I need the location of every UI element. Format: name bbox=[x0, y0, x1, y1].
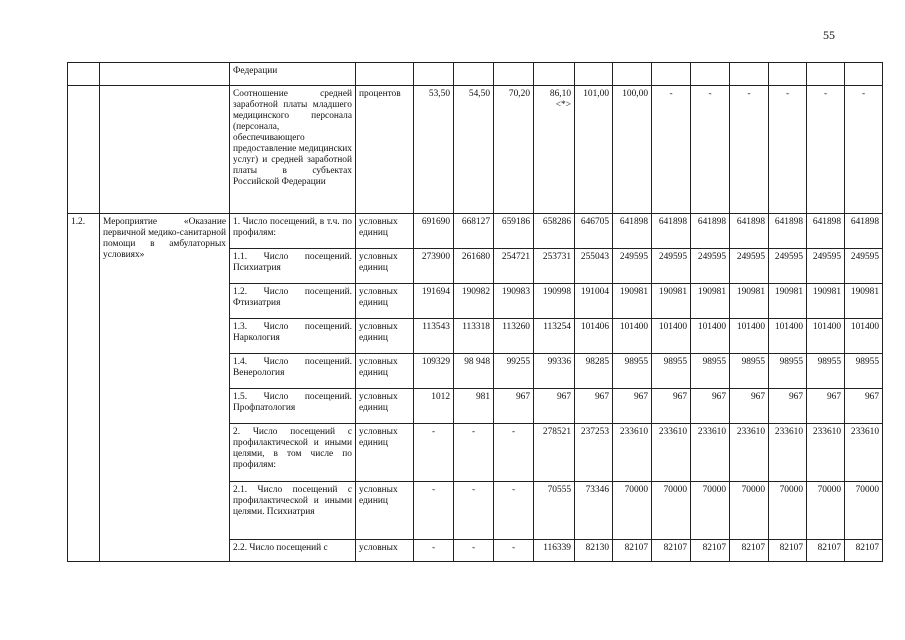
indicator-cell: 2. Число посещений с профилактической и иными целями, в том числе по профилям: bbox=[230, 424, 356, 482]
value-cell: 190981 bbox=[807, 284, 845, 319]
indicator-cell: 1.4. Число посещений. Венерология bbox=[230, 354, 356, 389]
indicator-cell: Соотношение средней заработной платы младшего медицинского персонала (персонала, обеспечивающего предоставление медицинских услуг) и средней заработной платы в субъектах Российской Федерации bbox=[230, 86, 356, 214]
value-cell: 233610 bbox=[845, 424, 883, 482]
value-cell: 53,50 bbox=[414, 86, 454, 214]
indicator-cell: 2.2. Число посещений с bbox=[230, 540, 356, 562]
value-cell: 98 948 bbox=[454, 354, 494, 389]
value-cell: 233610 bbox=[691, 424, 730, 482]
value-cell: 273900 bbox=[414, 249, 454, 284]
value-cell: - bbox=[414, 424, 454, 482]
value-cell: 233610 bbox=[613, 424, 652, 482]
value-cell bbox=[575, 63, 613, 86]
value-cell: 967 bbox=[534, 389, 575, 424]
value-cell: 113254 bbox=[534, 319, 575, 354]
value-cell: 190983 bbox=[494, 284, 534, 319]
indicator-cell: Федерации bbox=[230, 63, 356, 86]
value-cell: 233610 bbox=[769, 424, 807, 482]
event-name: Мероприятие «Оказание первичной медико-санитарной помощи в амбулаторных условиях» bbox=[100, 214, 230, 562]
value-cell: 82107 bbox=[691, 540, 730, 562]
value-cell: 255043 bbox=[575, 249, 613, 284]
value-cell bbox=[691, 63, 730, 86]
value-cell: 109329 bbox=[414, 354, 454, 389]
table-row bbox=[68, 86, 883, 214]
value-cell: 98285 bbox=[575, 354, 613, 389]
value-cell: 190981 bbox=[730, 284, 769, 319]
value-cell: 691690 bbox=[414, 214, 454, 249]
value-cell: 101400 bbox=[807, 319, 845, 354]
value-cell: 658286 bbox=[534, 214, 575, 249]
value-cell: - bbox=[414, 540, 454, 562]
value-cell: 641898 bbox=[807, 214, 845, 249]
value-cell: 190998 bbox=[534, 284, 575, 319]
value-cell: - bbox=[454, 482, 494, 540]
value-cell: 967 bbox=[730, 389, 769, 424]
value-cell: 190981 bbox=[769, 284, 807, 319]
indicator-cell: 1.5. Число посещений. Профпатология bbox=[230, 389, 356, 424]
value-cell: 82130 bbox=[575, 540, 613, 562]
indicator-cell: 1.1. Число посещений. Психиатрия bbox=[230, 249, 356, 284]
value-cell: 190981 bbox=[613, 284, 652, 319]
value-cell: 967 bbox=[769, 389, 807, 424]
event-cell bbox=[100, 86, 230, 214]
value-cell bbox=[730, 63, 769, 86]
value-cell: 70000 bbox=[691, 482, 730, 540]
page-number: 55 bbox=[823, 28, 835, 42]
value-cell: 70000 bbox=[652, 482, 691, 540]
value-cell bbox=[769, 63, 807, 86]
value-cell: 249595 bbox=[845, 249, 883, 284]
value-cell: 70000 bbox=[845, 482, 883, 540]
value-cell: 98955 bbox=[807, 354, 845, 389]
value-cell: 249595 bbox=[769, 249, 807, 284]
unit-cell bbox=[356, 63, 414, 86]
value-cell: 190981 bbox=[652, 284, 691, 319]
value-cell: 70000 bbox=[769, 482, 807, 540]
value-cell: 967 bbox=[807, 389, 845, 424]
value-cell: 101400 bbox=[730, 319, 769, 354]
value-cell: 967 bbox=[613, 389, 652, 424]
number-cell bbox=[68, 63, 100, 86]
value-cell: 82107 bbox=[769, 540, 807, 562]
table-row bbox=[68, 63, 883, 86]
value-cell: - bbox=[494, 540, 534, 562]
value-cell bbox=[845, 63, 883, 86]
value-cell: 99255 bbox=[494, 354, 534, 389]
value-cell: 237253 bbox=[575, 424, 613, 482]
section-number: 1.2. bbox=[68, 214, 100, 562]
unit-cell: условных единиц bbox=[356, 249, 414, 284]
value-cell: 82107 bbox=[730, 540, 769, 562]
indicator-cell: 1. Число посещений, в т.ч. по профилям: bbox=[230, 214, 356, 249]
value-cell: 98955 bbox=[730, 354, 769, 389]
indicator-cell: 1.3. Число посещений. Наркология bbox=[230, 319, 356, 354]
value-cell: - bbox=[494, 424, 534, 482]
value-cell: 641898 bbox=[652, 214, 691, 249]
value-cell: 261680 bbox=[454, 249, 494, 284]
value-cell bbox=[534, 63, 575, 86]
value-cell: - bbox=[494, 482, 534, 540]
value-cell: 101400 bbox=[845, 319, 883, 354]
value-cell bbox=[613, 63, 652, 86]
value-cell: 98955 bbox=[845, 354, 883, 389]
value-cell: 641898 bbox=[613, 214, 652, 249]
value-cell: - bbox=[691, 86, 730, 214]
value-cell: 981 bbox=[454, 389, 494, 424]
value-cell: 641898 bbox=[769, 214, 807, 249]
value-cell: - bbox=[454, 540, 494, 562]
value-cell: - bbox=[414, 482, 454, 540]
value-cell: 967 bbox=[494, 389, 534, 424]
value-cell: 82107 bbox=[652, 540, 691, 562]
value-cell: 70000 bbox=[807, 482, 845, 540]
unit-cell: условных единиц bbox=[356, 424, 414, 482]
value-cell: 249595 bbox=[613, 249, 652, 284]
value-cell: - bbox=[807, 86, 845, 214]
unit-cell: условных единиц bbox=[356, 482, 414, 540]
value-cell: - bbox=[652, 86, 691, 214]
event-cell bbox=[100, 63, 230, 86]
value-cell: 101400 bbox=[652, 319, 691, 354]
value-cell: 98955 bbox=[691, 354, 730, 389]
value-cell: - bbox=[845, 86, 883, 214]
value-cell: 641898 bbox=[845, 214, 883, 249]
unit-cell: условных bbox=[356, 540, 414, 562]
value-cell: 249595 bbox=[730, 249, 769, 284]
value-cell: 190981 bbox=[691, 284, 730, 319]
indicator-cell: 1.2. Число посещений. Фтизиатрия bbox=[230, 284, 356, 319]
value-cell: 99336 bbox=[534, 354, 575, 389]
unit-cell: условных единиц bbox=[356, 354, 414, 389]
value-cell: 668127 bbox=[454, 214, 494, 249]
value-cell: 190982 bbox=[454, 284, 494, 319]
value-cell: 54,50 bbox=[454, 86, 494, 214]
value-cell: 82107 bbox=[845, 540, 883, 562]
value-cell: 100,00 bbox=[613, 86, 652, 214]
value-cell bbox=[454, 63, 494, 86]
value-cell: 101,00 bbox=[575, 86, 613, 214]
value-cell bbox=[494, 63, 534, 86]
value-cell: 967 bbox=[691, 389, 730, 424]
value-cell: 82107 bbox=[807, 540, 845, 562]
table-row bbox=[68, 214, 883, 249]
value-cell: 233610 bbox=[730, 424, 769, 482]
unit-cell: условных единиц bbox=[356, 284, 414, 319]
value-cell: 967 bbox=[575, 389, 613, 424]
value-cell: 967 bbox=[845, 389, 883, 424]
value-cell: 70,20 bbox=[494, 86, 534, 214]
value-cell: 641898 bbox=[691, 214, 730, 249]
value-cell: - bbox=[730, 86, 769, 214]
value-cell: 101400 bbox=[769, 319, 807, 354]
value-cell: 101400 bbox=[691, 319, 730, 354]
value-cell: 101400 bbox=[613, 319, 652, 354]
value-cell: 233610 bbox=[807, 424, 845, 482]
value-cell: 659186 bbox=[494, 214, 534, 249]
value-cell: 253731 bbox=[534, 249, 575, 284]
value-cell: 249595 bbox=[652, 249, 691, 284]
value-cell: 113260 bbox=[494, 319, 534, 354]
value-cell: 70555 bbox=[534, 482, 575, 540]
unit-cell: условных единиц bbox=[356, 389, 414, 424]
value-cell bbox=[652, 63, 691, 86]
value-cell: 191694 bbox=[414, 284, 454, 319]
value-cell: 86,10 <*> bbox=[534, 86, 575, 214]
value-cell: 249595 bbox=[807, 249, 845, 284]
indicators-table bbox=[67, 62, 883, 562]
value-cell: 191004 bbox=[575, 284, 613, 319]
value-cell bbox=[807, 63, 845, 86]
number-cell bbox=[68, 86, 100, 214]
value-cell: - bbox=[769, 86, 807, 214]
value-cell: 967 bbox=[652, 389, 691, 424]
value-cell: 82107 bbox=[613, 540, 652, 562]
value-cell: 190981 bbox=[845, 284, 883, 319]
value-cell: 278521 bbox=[534, 424, 575, 482]
value-cell: 233610 bbox=[652, 424, 691, 482]
value-cell: 113318 bbox=[454, 319, 494, 354]
value-cell: 98955 bbox=[613, 354, 652, 389]
value-cell: 254721 bbox=[494, 249, 534, 284]
value-cell: 73346 bbox=[575, 482, 613, 540]
value-cell: 70000 bbox=[613, 482, 652, 540]
unit-cell: условных единиц bbox=[356, 319, 414, 354]
value-cell: 1012 bbox=[414, 389, 454, 424]
unit-cell: условных единиц bbox=[356, 214, 414, 249]
value-cell: 646705 bbox=[575, 214, 613, 249]
value-cell: 98955 bbox=[652, 354, 691, 389]
value-cell: 70000 bbox=[730, 482, 769, 540]
value-cell bbox=[414, 63, 454, 86]
value-cell: 116339 bbox=[534, 540, 575, 562]
unit-cell: процентов bbox=[356, 86, 414, 214]
indicator-cell: 2.1. Число посещений с профилактической и иными целями. Психиатрия bbox=[230, 482, 356, 540]
value-cell: 641898 bbox=[730, 214, 769, 249]
value-cell: 249595 bbox=[691, 249, 730, 284]
value-cell: 98955 bbox=[769, 354, 807, 389]
value-cell: - bbox=[454, 424, 494, 482]
value-cell: 101406 bbox=[575, 319, 613, 354]
value-cell: 113543 bbox=[414, 319, 454, 354]
